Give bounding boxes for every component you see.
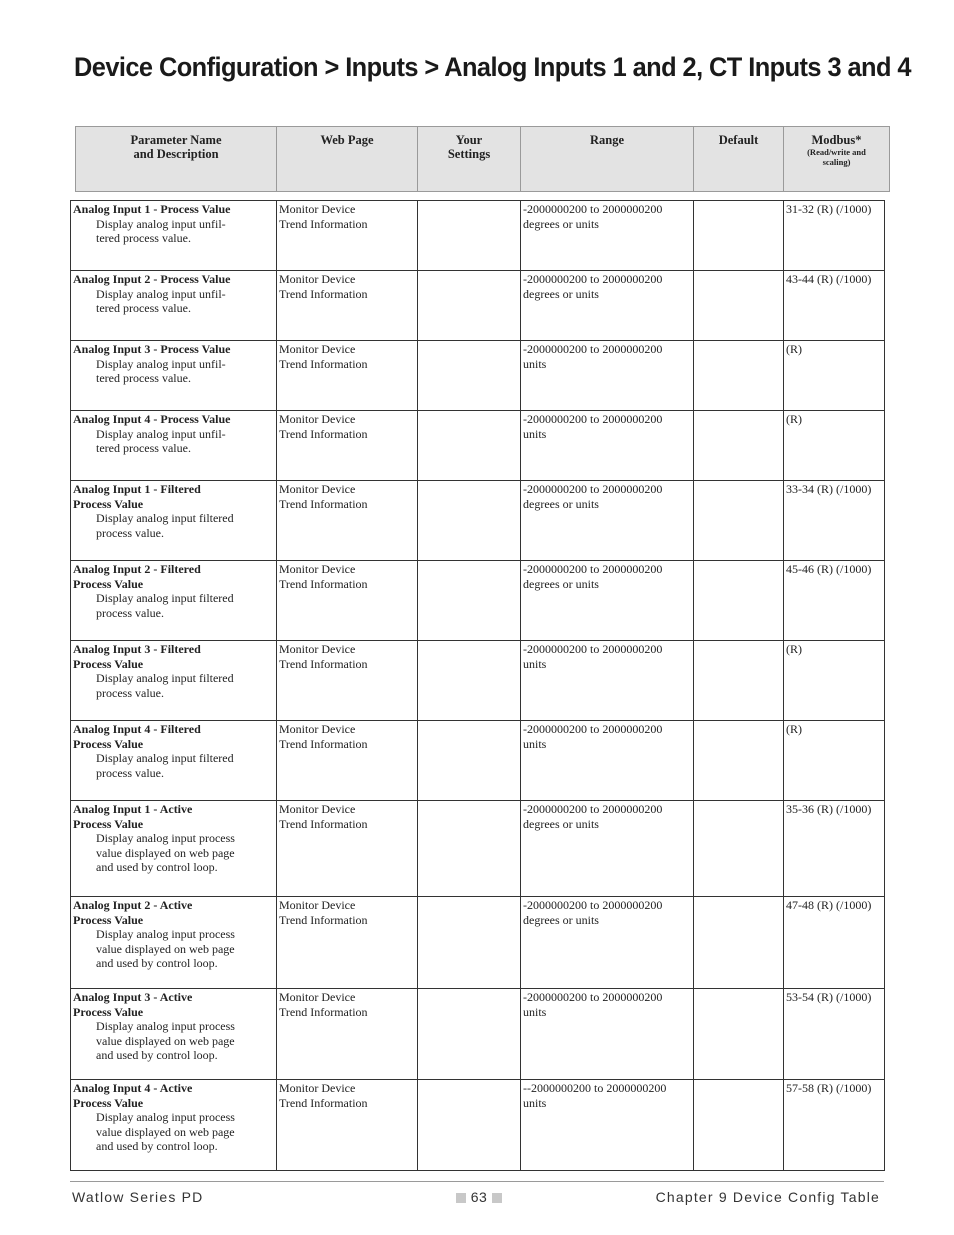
header-modbus: Modbus* (Read/write and scaling) bbox=[784, 127, 890, 192]
parameter-name: Analog Input 4 - Active bbox=[73, 1081, 193, 1095]
web-page-line: Monitor Device bbox=[279, 562, 356, 576]
description-line: Display analog input process bbox=[96, 1019, 235, 1033]
range-cell bbox=[521, 641, 694, 721]
parameter-name: Analog Input 4 - Process Value bbox=[73, 412, 231, 426]
parameter-cell bbox=[71, 341, 277, 411]
default-cell bbox=[694, 481, 784, 561]
range-line: units bbox=[523, 656, 547, 671]
description-line: process value. bbox=[96, 605, 164, 620]
web-page-line: Monitor Device bbox=[279, 412, 356, 426]
range-line: -2000000200 to 2000000200 bbox=[523, 562, 663, 576]
web-page-cell bbox=[277, 201, 418, 271]
range-line: --2000000200 to 2000000200 bbox=[523, 1081, 667, 1095]
default-cell bbox=[694, 721, 784, 801]
range-line: -2000000200 to 2000000200 bbox=[523, 412, 663, 426]
web-page-line: Trend Information bbox=[279, 1004, 368, 1019]
parameter-cell bbox=[71, 271, 277, 341]
footer-divider bbox=[70, 1181, 884, 1182]
range-line: degrees or units bbox=[523, 912, 599, 927]
web-page-cell bbox=[277, 341, 418, 411]
range-line: degrees or units bbox=[523, 576, 599, 591]
parameter-description bbox=[73, 1110, 274, 1154]
table-row bbox=[71, 641, 885, 721]
header-web-page: Web Page bbox=[277, 127, 418, 192]
parameter-name-cont: Process Value bbox=[73, 496, 144, 511]
modbus-cell: 33-34 (R) (/1000) bbox=[784, 481, 885, 561]
description-line: Display analog input unfil- bbox=[96, 286, 226, 301]
parameter-name: Analog Input 2 - Active bbox=[73, 898, 193, 912]
parameter-cell bbox=[71, 201, 277, 271]
description-line: Display analog input unfil- bbox=[96, 356, 226, 371]
modbus-cell: 53-54 (R) (/1000) bbox=[784, 989, 885, 1080]
parameter-cell bbox=[71, 481, 277, 561]
range-cell bbox=[521, 481, 694, 561]
range-line: -2000000200 to 2000000200 bbox=[523, 272, 663, 286]
your-settings-cell bbox=[418, 481, 521, 561]
square-icon bbox=[492, 1193, 502, 1203]
modbus-cell: 47-48 (R) (/1000) bbox=[784, 897, 885, 989]
description-line: process value. bbox=[96, 525, 164, 540]
web-page-line: Monitor Device bbox=[279, 990, 356, 1004]
your-settings-cell bbox=[418, 411, 521, 481]
web-page-line: Monitor Device bbox=[279, 802, 356, 816]
table-row bbox=[71, 411, 885, 481]
description-line: Display analog input filtered bbox=[96, 671, 234, 685]
description-line: tered process value. bbox=[96, 231, 191, 245]
parameter-name-cont: Process Value bbox=[73, 576, 144, 591]
modbus-cell: (R) bbox=[784, 721, 885, 801]
default-cell bbox=[694, 897, 784, 989]
web-page-line: Trend Information bbox=[279, 576, 368, 591]
web-page-line: Monitor Device bbox=[279, 482, 356, 496]
config-table-header bbox=[75, 126, 890, 192]
parameter-name-cont: Process Value bbox=[73, 912, 144, 927]
description-line: Display analog input unfil- bbox=[96, 216, 226, 231]
range-cell bbox=[521, 271, 694, 341]
range-line: degrees or units bbox=[523, 496, 599, 511]
web-page-cell bbox=[277, 897, 418, 989]
your-settings-cell bbox=[418, 1080, 521, 1171]
parameter-name-cont: Process Value bbox=[73, 816, 144, 831]
parameter-name-cont: Process Value bbox=[73, 1004, 144, 1019]
default-cell bbox=[694, 201, 784, 271]
table-row bbox=[71, 721, 885, 801]
description-line: value displayed on web page bbox=[96, 845, 235, 860]
page-title: Device Configuration > Inputs > Analog Inputs 1 and 2, CT Inputs 3 and 4 bbox=[74, 52, 911, 82]
web-page-cell bbox=[277, 481, 418, 561]
range-cell bbox=[521, 989, 694, 1080]
modbus-cell: (R) bbox=[784, 411, 885, 481]
parameter-name: Analog Input 4 - Filtered bbox=[73, 722, 201, 736]
range-line: units bbox=[523, 1004, 547, 1019]
default-cell bbox=[694, 989, 784, 1080]
web-page-line: Trend Information bbox=[279, 286, 368, 301]
description-line: and used by control loop. bbox=[96, 1048, 218, 1062]
web-page-cell bbox=[277, 801, 418, 897]
your-settings-cell bbox=[418, 271, 521, 341]
parameter-cell bbox=[71, 411, 277, 481]
description-line: and used by control loop. bbox=[96, 1139, 218, 1153]
range-line: -2000000200 to 2000000200 bbox=[523, 342, 663, 356]
web-page-line: Monitor Device bbox=[279, 202, 356, 216]
range-line: units bbox=[523, 1095, 547, 1110]
parameter-description bbox=[73, 591, 274, 620]
web-page-line: Trend Information bbox=[279, 216, 368, 231]
parameter-name: Analog Input 2 - Process Value bbox=[73, 272, 231, 286]
parameter-name: Analog Input 3 - Process Value bbox=[73, 342, 231, 356]
parameter-description bbox=[73, 831, 274, 875]
parameter-cell bbox=[71, 561, 277, 641]
range-line: -2000000200 to 2000000200 bbox=[523, 642, 663, 656]
parameter-description bbox=[73, 287, 274, 316]
web-page-line: Monitor Device bbox=[279, 898, 356, 912]
parameter-name: Analog Input 3 - Filtered bbox=[73, 642, 201, 656]
description-line: Display analog input process bbox=[96, 831, 235, 845]
parameter-description bbox=[73, 751, 274, 780]
header-parameter: Parameter Name and Description bbox=[76, 127, 277, 192]
modbus-cell: 57-58 (R) (/1000) bbox=[784, 1080, 885, 1171]
range-cell bbox=[521, 721, 694, 801]
parameter-cell bbox=[71, 721, 277, 801]
description-line: Display analog input filtered bbox=[96, 511, 234, 525]
web-page-line: Trend Information bbox=[279, 496, 368, 511]
modbus-cell: 35-36 (R) (/1000) bbox=[784, 801, 885, 897]
description-line: value displayed on web page bbox=[96, 1124, 235, 1139]
range-line: -2000000200 to 2000000200 bbox=[523, 202, 663, 216]
table-row bbox=[71, 481, 885, 561]
default-cell bbox=[694, 801, 784, 897]
default-cell bbox=[694, 561, 784, 641]
parameter-name: Analog Input 3 - Active bbox=[73, 990, 193, 1004]
default-cell bbox=[694, 641, 784, 721]
parameter-description bbox=[73, 927, 274, 971]
web-page-cell bbox=[277, 989, 418, 1080]
web-page-line: Trend Information bbox=[279, 736, 368, 751]
web-page-cell bbox=[277, 561, 418, 641]
web-page-cell bbox=[277, 641, 418, 721]
your-settings-cell bbox=[418, 561, 521, 641]
modbus-cell: (R) bbox=[784, 341, 885, 411]
parameter-description bbox=[73, 671, 274, 700]
table-row bbox=[71, 897, 885, 989]
description-line: Display analog input unfil- bbox=[96, 426, 226, 441]
range-cell bbox=[521, 801, 694, 897]
parameter-name-cont: Process Value bbox=[73, 1095, 144, 1110]
range-line: units bbox=[523, 356, 547, 371]
description-line: tered process value. bbox=[96, 301, 191, 315]
range-line: units bbox=[523, 736, 547, 751]
default-cell bbox=[694, 1080, 784, 1171]
your-settings-cell bbox=[418, 801, 521, 897]
range-cell bbox=[521, 201, 694, 271]
description-line: Display analog input filtered bbox=[96, 751, 234, 765]
table-row bbox=[71, 201, 885, 271]
description-line: value displayed on web page bbox=[96, 1033, 235, 1048]
web-page-line: Monitor Device bbox=[279, 342, 356, 356]
your-settings-cell bbox=[418, 641, 521, 721]
page-number: 63 bbox=[449, 1189, 509, 1205]
table-row bbox=[71, 801, 885, 897]
range-cell bbox=[521, 1080, 694, 1171]
table-row bbox=[71, 561, 885, 641]
default-cell bbox=[694, 271, 784, 341]
parameter-name-cont: Process Value bbox=[73, 736, 144, 751]
parameter-cell bbox=[71, 641, 277, 721]
parameter-cell bbox=[71, 897, 277, 989]
range-line: -2000000200 to 2000000200 bbox=[523, 802, 663, 816]
description-line: Display analog input process bbox=[96, 927, 235, 941]
your-settings-cell bbox=[418, 989, 521, 1080]
range-line: -2000000200 to 2000000200 bbox=[523, 722, 663, 736]
parameter-name-cont: Process Value bbox=[73, 656, 144, 671]
table-row bbox=[71, 989, 885, 1080]
modbus-cell: 31-32 (R) (/1000) bbox=[784, 201, 885, 271]
parameter-description bbox=[73, 1019, 274, 1063]
web-page-cell bbox=[277, 271, 418, 341]
description-line: Display analog input process bbox=[96, 1110, 235, 1124]
web-page-line: Monitor Device bbox=[279, 642, 356, 656]
description-line: Display analog input filtered bbox=[96, 591, 234, 605]
your-settings-cell bbox=[418, 201, 521, 271]
modbus-cell: (R) bbox=[784, 641, 885, 721]
parameter-cell bbox=[71, 1080, 277, 1171]
description-line: and used by control loop. bbox=[96, 860, 218, 874]
range-line: -2000000200 to 2000000200 bbox=[523, 482, 663, 496]
description-line: process value. bbox=[96, 685, 164, 700]
description-line: and used by control loop. bbox=[96, 956, 218, 970]
parameter-name: Analog Input 2 - Filtered bbox=[73, 562, 201, 576]
footer-brand: Watlow Series PD bbox=[72, 1189, 204, 1205]
your-settings-cell bbox=[418, 897, 521, 989]
parameter-name: Analog Input 1 - Process Value bbox=[73, 202, 231, 216]
header-range: Range bbox=[521, 127, 694, 192]
table-row bbox=[71, 271, 885, 341]
parameter-description bbox=[73, 427, 274, 456]
parameter-name: Analog Input 1 - Filtered bbox=[73, 482, 201, 496]
web-page-cell bbox=[277, 411, 418, 481]
web-page-line: Monitor Device bbox=[279, 272, 356, 286]
range-line: -2000000200 to 2000000200 bbox=[523, 990, 663, 1004]
range-cell bbox=[521, 561, 694, 641]
table-row bbox=[71, 1080, 885, 1171]
web-page-line: Trend Information bbox=[279, 426, 368, 441]
web-page-line: Trend Information bbox=[279, 656, 368, 671]
web-page-line: Trend Information bbox=[279, 816, 368, 831]
web-page-line: Monitor Device bbox=[279, 722, 356, 736]
header-your-settings: Your Settings bbox=[418, 127, 521, 192]
config-table-body bbox=[70, 200, 885, 1171]
range-line: units bbox=[523, 426, 547, 441]
range-line: degrees or units bbox=[523, 216, 599, 231]
web-page-line: Trend Information bbox=[279, 1095, 368, 1110]
web-page-line: Monitor Device bbox=[279, 1081, 356, 1095]
range-line: -2000000200 to 2000000200 bbox=[523, 898, 663, 912]
range-cell bbox=[521, 341, 694, 411]
web-page-cell bbox=[277, 1080, 418, 1171]
parameter-description bbox=[73, 511, 274, 540]
parameter-cell bbox=[71, 801, 277, 897]
description-line: tered process value. bbox=[96, 371, 191, 385]
description-line: process value. bbox=[96, 765, 164, 780]
description-line: tered process value. bbox=[96, 441, 191, 455]
your-settings-cell bbox=[418, 721, 521, 801]
parameter-name: Analog Input 1 - Active bbox=[73, 802, 193, 816]
web-page-line: Trend Information bbox=[279, 912, 368, 927]
header-default: Default bbox=[694, 127, 784, 192]
your-settings-cell bbox=[418, 341, 521, 411]
parameter-description bbox=[73, 357, 274, 386]
table-row bbox=[71, 341, 885, 411]
square-icon bbox=[456, 1193, 466, 1203]
range-line: degrees or units bbox=[523, 286, 599, 301]
range-cell bbox=[521, 897, 694, 989]
modbus-cell: 43-44 (R) (/1000) bbox=[784, 271, 885, 341]
modbus-cell: 45-46 (R) (/1000) bbox=[784, 561, 885, 641]
default-cell bbox=[694, 341, 784, 411]
footer-chapter: Chapter 9 Device Config Table bbox=[655, 1189, 880, 1205]
description-line: value displayed on web page bbox=[96, 941, 235, 956]
web-page-cell bbox=[277, 721, 418, 801]
range-cell bbox=[521, 411, 694, 481]
parameter-cell bbox=[71, 989, 277, 1080]
default-cell bbox=[694, 411, 784, 481]
parameter-description bbox=[73, 217, 274, 246]
web-page-line: Trend Information bbox=[279, 356, 368, 371]
range-line: degrees or units bbox=[523, 816, 599, 831]
